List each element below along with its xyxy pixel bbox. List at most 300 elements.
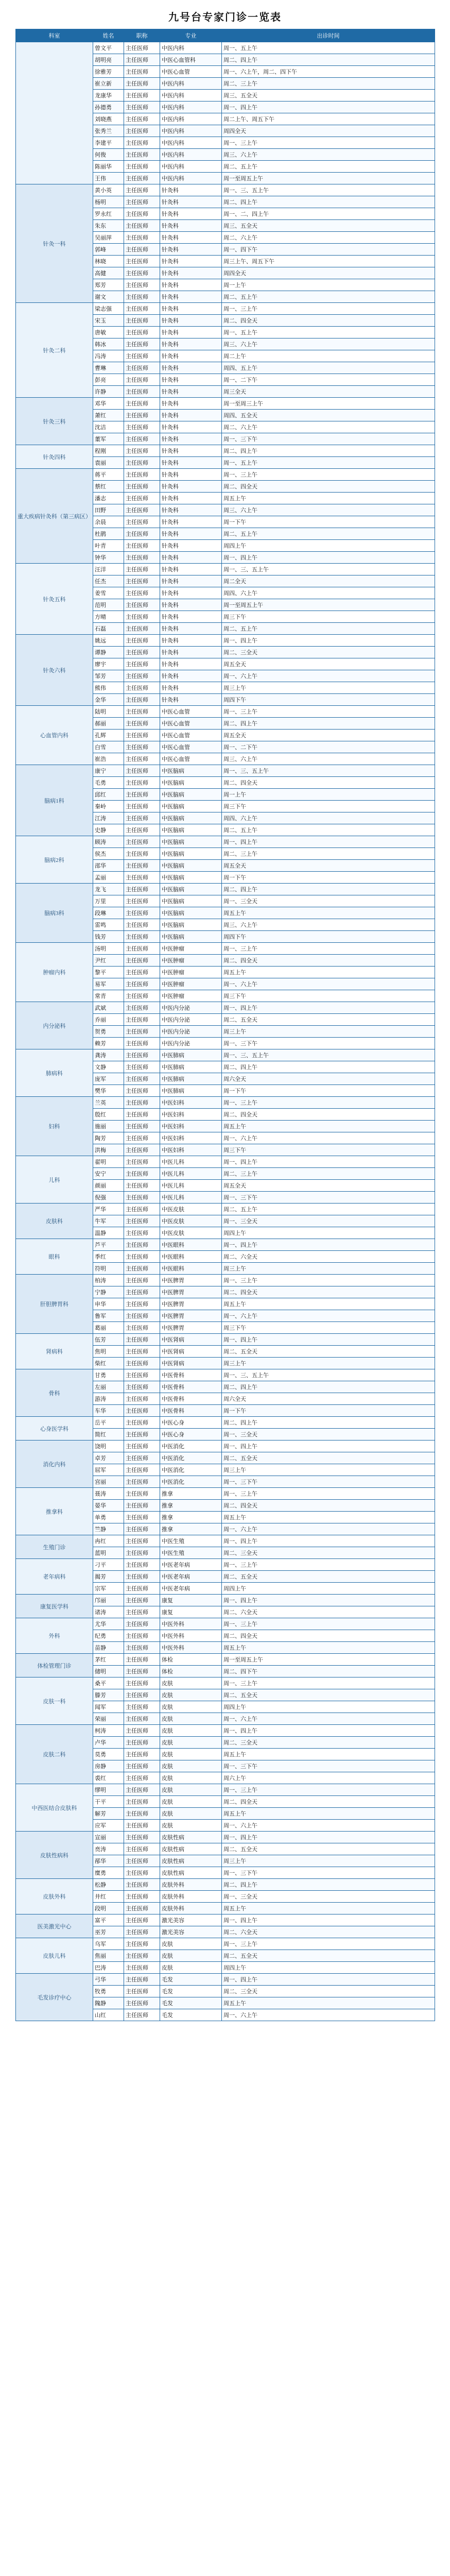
doctor-title-cell: 主任医师 <box>124 303 160 315</box>
table-row <box>16 943 435 955</box>
doctor-title-cell: 主任医师 <box>124 1334 160 1346</box>
doctor-title-cell: 主任医师 <box>124 1986 160 1997</box>
doctor-specialty-cell: 中医肿瘤 <box>160 955 222 967</box>
doctor-title-cell: 主任医师 <box>124 1156 160 1168</box>
doctor-specialty-cell: 皮肤性病 <box>160 1867 222 1879</box>
doctor-specialty-cell: 皮肤 <box>160 1713 222 1725</box>
doctor-title-cell: 主任医师 <box>124 1583 160 1595</box>
doctor-title-cell: 主任医师 <box>124 1595 160 1606</box>
doctor-title-cell: 主任医师 <box>124 220 160 232</box>
doctor-specialty-cell: 中医内分泌 <box>160 1014 222 1026</box>
clinic-hours-cell: 周二、三上午 <box>222 1168 435 1180</box>
doctor-name-cell: 许静 <box>93 386 124 398</box>
doctor-specialty-cell: 针灸科 <box>160 315 222 327</box>
doctor-name-cell: 宫丽 <box>93 1476 124 1488</box>
doctor-name-cell: 甘勇 <box>93 1369 124 1381</box>
doctor-name-cell: 松静 <box>93 1879 124 1891</box>
doctor-specialty-cell: 中医肺病 <box>160 1085 222 1097</box>
clinic-hours-cell: 周三全天 <box>222 386 435 398</box>
doctor-specialty-cell: 中医妇科 <box>160 1144 222 1156</box>
doctor-title-cell: 主任医师 <box>124 291 160 303</box>
doctor-title-cell: 主任医师 <box>124 1476 160 1488</box>
doctor-specialty-cell: 中医妇科 <box>160 1121 222 1132</box>
doctor-name-cell: 潘志 <box>93 493 124 504</box>
doctor-title-cell: 主任医师 <box>124 1239 160 1251</box>
clinic-hours-cell: 周三下午 <box>222 801 435 812</box>
doctor-title-cell: 主任医师 <box>124 741 160 753</box>
clinic-hours-cell: 周一、三上午 <box>222 1784 435 1796</box>
doctor-specialty-cell: 皮肤性病 <box>160 1843 222 1855</box>
clinic-hours-cell: 周一、二、四上午 <box>222 208 435 220</box>
doctor-name-cell: 朱东 <box>93 220 124 232</box>
doctor-name-cell: 蔡红 <box>93 481 124 493</box>
doctor-title-cell: 主任医师 <box>124 718 160 730</box>
doctor-title-cell: 主任医师 <box>124 1974 160 1986</box>
clinic-hours-cell: 周二上午 <box>222 350 435 362</box>
clinic-hours-cell: 周一、六上午 <box>222 1820 435 1832</box>
doctor-specialty-cell: 针灸科 <box>160 208 222 220</box>
doctor-name-cell: 季红 <box>93 1251 124 1263</box>
doctor-specialty-cell: 中医消化 <box>160 1464 222 1476</box>
doctor-name-cell: 余晨 <box>93 516 124 528</box>
clinic-hours-cell: 周一、三上午 <box>222 1275 435 1286</box>
doctor-specialty-cell: 中医妇科 <box>160 1132 222 1144</box>
clinic-hours-cell: 周五上午 <box>222 1642 435 1654</box>
doctor-title-cell: 主任医师 <box>124 386 160 398</box>
doctor-specialty-cell: 中医肺病 <box>160 1073 222 1085</box>
department-cell: 体检管理门诊 <box>16 1654 93 1677</box>
doctor-specialty-cell: 中医内科 <box>160 125 222 137</box>
table-header <box>16 29 435 42</box>
doctor-title-cell: 主任医师 <box>124 1144 160 1156</box>
doctor-title-cell: 主任医师 <box>124 1204 160 1215</box>
doctor-specialty-cell: 针灸科 <box>160 291 222 303</box>
clinic-hours-cell: 周三下午 <box>222 611 435 623</box>
table-row <box>16 1239 435 1251</box>
doctor-title-cell: 主任医师 <box>124 338 160 350</box>
doctor-specialty-cell: 中医心血管 <box>160 753 222 765</box>
doctor-name-cell: 陶芳 <box>93 1132 124 1144</box>
clinic-hours-cell: 周一至周五上午 <box>222 173 435 184</box>
table-row <box>16 398 435 410</box>
clinic-hours-cell: 周四下午 <box>222 694 435 706</box>
table-row <box>16 1974 435 1986</box>
clinic-hours-cell: 周二、四全天 <box>222 777 435 789</box>
table-row <box>16 1832 435 1843</box>
doctor-title-cell: 主任医师 <box>124 647 160 658</box>
doctor-name-cell: 施丽 <box>93 1121 124 1132</box>
clinic-hours-cell: 周二、五全天 <box>222 1689 435 1701</box>
doctor-title-cell: 主任医师 <box>124 1286 160 1298</box>
doctor-specialty-cell: 中医皮肤 <box>160 1204 222 1215</box>
clinic-hours-cell: 周一、三、五上午 <box>222 1369 435 1381</box>
doctor-specialty-cell: 毛发 <box>160 1997 222 2009</box>
clinic-hours-cell: 周一、三全天 <box>222 1891 435 1903</box>
doctor-name-cell: 萧红 <box>93 410 124 421</box>
doctor-title-cell: 主任医师 <box>124 1962 160 1974</box>
doctor-name-cell: 纪勇 <box>93 1630 124 1642</box>
doctor-title-cell: 主任医师 <box>124 658 160 670</box>
doctor-title-cell: 主任医师 <box>124 765 160 777</box>
doctor-name-cell: 任杰 <box>93 575 124 587</box>
doctor-specialty-cell: 毛发 <box>160 1974 222 1986</box>
clinic-hours-cell: 周一、三下午 <box>222 1760 435 1772</box>
department-cell: 心身医学科 <box>16 1417 93 1440</box>
table-row <box>16 469 435 481</box>
department-cell: 儿科 <box>16 1156 93 1204</box>
doctor-specialty-cell: 针灸科 <box>160 421 222 433</box>
doctor-title-cell: 主任医师 <box>124 1132 160 1144</box>
clinic-hours-cell: 周一下午 <box>222 1405 435 1417</box>
clinic-hours-cell: 周二、三上午 <box>222 848 435 860</box>
doctor-title-cell: 主任医师 <box>124 1014 160 1026</box>
doctor-specialty-cell: 针灸科 <box>160 469 222 481</box>
doctor-name-cell: 贲涛 <box>93 1843 124 1855</box>
doctor-name-cell: 毛勇 <box>93 777 124 789</box>
doctor-specialty-cell: 皮肤 <box>160 1760 222 1772</box>
doctor-title-cell: 主任医师 <box>124 587 160 599</box>
doctor-specialty-cell: 针灸科 <box>160 244 222 256</box>
clinic-hours-cell: 周一、四上午 <box>222 1725 435 1737</box>
doctor-title-cell: 主任医师 <box>124 1654 160 1666</box>
doctor-title-cell: 主任医师 <box>124 1488 160 1500</box>
doctor-specialty-cell: 针灸科 <box>160 694 222 706</box>
doctor-title-cell: 主任医师 <box>124 1855 160 1867</box>
clinic-hours-cell: 周一、四上午 <box>222 635 435 647</box>
doctor-title-cell: 主任医师 <box>124 990 160 1002</box>
clinic-hours-cell: 周一、三、五上午 <box>222 184 435 196</box>
doctor-name-cell: 翟明 <box>93 1156 124 1168</box>
doctor-title-cell: 主任医师 <box>124 611 160 623</box>
clinic-hours-cell: 周二、四全天 <box>222 1109 435 1121</box>
doctor-name-cell: 宣丽 <box>93 1832 124 1843</box>
doctor-title-cell: 主任医师 <box>124 943 160 955</box>
clinic-hours-cell: 周一、三下午 <box>222 1476 435 1488</box>
doctor-name-cell: 蓝明 <box>93 1547 124 1559</box>
doctor-specialty-cell: 针灸科 <box>160 386 222 398</box>
doctor-name-cell: 钟华 <box>93 552 124 564</box>
doctor-name-cell: 冯涛 <box>93 350 124 362</box>
clinic-hours-cell: 周一、三下午 <box>222 1038 435 1049</box>
clinic-hours-cell: 周三、五全天 <box>222 220 435 232</box>
doctor-specialty-cell: 中医脾胃 <box>160 1298 222 1310</box>
clinic-hours-cell: 周一、二下午 <box>222 741 435 753</box>
doctor-title-cell: 主任医师 <box>124 149 160 161</box>
doctor-specialty-cell: 中医内科 <box>160 161 222 173</box>
doctor-name-cell: 邝丽 <box>93 1595 124 1606</box>
department-cell: 外科 <box>16 1618 93 1654</box>
doctor-specialty-cell: 中医消化 <box>160 1440 222 1452</box>
clinic-hours-cell: 周四全天 <box>222 267 435 279</box>
doctor-name-cell: 山红 <box>93 2009 124 2021</box>
doctor-title-cell: 主任医师 <box>124 931 160 943</box>
department-cell: 毛发诊疗中心 <box>16 1974 93 2021</box>
doctor-specialty-cell: 皮肤 <box>160 1784 222 1796</box>
doctor-title-cell: 主任医师 <box>124 398 160 410</box>
doctor-title-cell: 主任医师 <box>124 90 160 101</box>
doctor-name-cell: 郭峰 <box>93 244 124 256</box>
table-row <box>16 1417 435 1429</box>
doctor-title-cell: 主任医师 <box>124 1914 160 1926</box>
doctor-name-cell: 柯涛 <box>93 1725 124 1737</box>
doctor-name-cell: 谭静 <box>93 647 124 658</box>
doctor-title-cell: 主任医师 <box>124 1002 160 1014</box>
doctor-specialty-cell: 中医心身 <box>160 1417 222 1429</box>
clinic-hours-cell: 周二、五上午 <box>222 161 435 173</box>
clinic-hours-cell: 周五全天 <box>222 1180 435 1192</box>
doctor-specialty-cell: 中医肾病 <box>160 1334 222 1346</box>
doctor-name-cell: 温静 <box>93 1227 124 1239</box>
doctor-specialty-cell: 中医生殖 <box>160 1547 222 1559</box>
doctor-specialty-cell: 皮肤 <box>160 1796 222 1808</box>
doctor-specialty-cell: 针灸科 <box>160 362 222 374</box>
doctor-title-cell: 主任医师 <box>124 753 160 765</box>
doctor-title-cell: 主任医师 <box>124 872 160 884</box>
doctor-title-cell: 主任医师 <box>124 812 160 824</box>
department-cell: 脑病1科 <box>16 765 93 836</box>
doctor-name-cell: 芦平 <box>93 1239 124 1251</box>
clinic-hours-cell: 周二、三全天 <box>222 647 435 658</box>
clinic-hours-cell: 周二、五全天 <box>222 1346 435 1358</box>
doctor-specialty-cell: 中医肿瘤 <box>160 990 222 1002</box>
doctor-specialty-cell: 中医脑病 <box>160 824 222 836</box>
doctor-name-cell: 方晴 <box>93 611 124 623</box>
doctor-specialty-cell: 中医肿瘤 <box>160 978 222 990</box>
clinic-hours-cell: 周四下午 <box>222 931 435 943</box>
doctor-title-cell: 主任医师 <box>124 1903 160 1914</box>
clinic-hours-cell: 周二、三全天 <box>222 1986 435 1997</box>
doctor-name-cell: 顾涛 <box>93 836 124 848</box>
doctor-title-cell: 主任医师 <box>124 1737 160 1749</box>
doctor-specialty-cell: 体检 <box>160 1654 222 1666</box>
doctor-specialty-cell: 中医内科 <box>160 149 222 161</box>
doctor-specialty-cell: 中医脑病 <box>160 801 222 812</box>
doctor-name-cell: 隗静 <box>93 1997 124 2009</box>
doctor-name-cell: 蒋平 <box>93 469 124 481</box>
table-row <box>16 184 435 196</box>
doctor-specialty-cell: 针灸科 <box>160 587 222 599</box>
doctor-specialty-cell: 中医消化 <box>160 1476 222 1488</box>
doctor-title-cell: 主任医师 <box>124 2009 160 2021</box>
doctor-title-cell: 主任医师 <box>124 1393 160 1405</box>
doctor-title-cell: 主任医师 <box>124 1109 160 1121</box>
clinic-hours-cell: 周一、六上午，周二、四下午 <box>222 66 435 78</box>
doctor-name-cell: 储明 <box>93 1666 124 1677</box>
doctor-specialty-cell: 皮肤 <box>160 1749 222 1760</box>
doctor-name-cell: 王伟 <box>93 173 124 184</box>
header-name: 姓名 <box>93 29 124 42</box>
clinic-hours-cell: 周二、五全天 <box>222 1843 435 1855</box>
doctor-name-cell: 郑芳 <box>93 279 124 291</box>
doctor-name-cell: 游涛 <box>93 1393 124 1405</box>
doctor-name-cell: 干平 <box>93 1796 124 1808</box>
doctor-name-cell: 董军 <box>93 433 124 445</box>
doctor-name-cell: 孙德勇 <box>93 101 124 113</box>
doctor-title-cell: 主任医师 <box>124 42 160 54</box>
doctor-name-cell: 庞军 <box>93 1073 124 1085</box>
doctor-name-cell: 曾文平 <box>93 42 124 54</box>
doctor-title-cell: 主任医师 <box>124 267 160 279</box>
doctor-name-cell: 杨明 <box>93 196 124 208</box>
clinic-hours-cell: 周一、三、五上午 <box>222 564 435 575</box>
doctor-specialty-cell: 中医皮肤 <box>160 1227 222 1239</box>
doctor-name-cell: 雷鸣 <box>93 919 124 931</box>
doctor-name-cell: 文静 <box>93 1061 124 1073</box>
department-cell: 内分泌科 <box>16 1002 93 1049</box>
doctor-title-cell: 主任医师 <box>124 824 160 836</box>
doctor-specialty-cell: 中医儿科 <box>160 1156 222 1168</box>
doctor-specialty-cell: 中医心血管科 <box>160 54 222 66</box>
doctor-title-cell: 主任医师 <box>124 1073 160 1085</box>
doctor-name-cell: 黄小英 <box>93 184 124 196</box>
table-row <box>16 765 435 777</box>
clinic-hours-cell: 周一、六上午 <box>222 978 435 990</box>
doctor-name-cell: 符明 <box>93 1263 124 1275</box>
doctor-specialty-cell: 中医脑病 <box>160 884 222 895</box>
clinic-hours-cell: 周一、四上午 <box>222 1974 435 1986</box>
department-cell: 肾病科 <box>16 1334 93 1369</box>
department-cell: 眼科 <box>16 1239 93 1275</box>
doctor-title-cell: 主任医师 <box>124 801 160 812</box>
doctor-title-cell: 主任医师 <box>124 860 160 872</box>
doctor-name-cell: 卓芳 <box>93 1452 124 1464</box>
clinic-hours-cell: 周一下午 <box>222 1085 435 1097</box>
doctor-specialty-cell: 中医儿科 <box>160 1180 222 1192</box>
doctor-name-cell: 申华 <box>93 1298 124 1310</box>
doctor-title-cell: 主任医师 <box>124 1038 160 1049</box>
clinic-hours-cell: 周一至周三上午 <box>222 398 435 410</box>
clinic-hours-cell: 周一、六上午 <box>222 1713 435 1725</box>
clinic-hours-cell: 周一、四上午 <box>222 836 435 848</box>
clinic-hours-cell: 周四、六上午 <box>222 587 435 599</box>
doctor-title-cell: 主任医师 <box>124 1867 160 1879</box>
doctor-specialty-cell: 针灸科 <box>160 232 222 244</box>
doctor-title-cell: 主任医师 <box>124 1689 160 1701</box>
clinic-hours-cell: 周一上午 <box>222 279 435 291</box>
department-cell: 针灸五科 <box>16 564 93 635</box>
doctor-name-cell: 宗军 <box>93 1583 124 1595</box>
clinic-hours-cell: 周二、六全天 <box>222 1251 435 1263</box>
doctor-specialty-cell: 中医老年病 <box>160 1583 222 1595</box>
doctor-name-cell: 牧勇 <box>93 1986 124 1997</box>
doctor-specialty-cell: 中医眼科 <box>160 1251 222 1263</box>
doctor-title-cell: 主任医师 <box>124 978 160 990</box>
doctor-name-cell: 倪强 <box>93 1192 124 1204</box>
doctor-specialty-cell: 针灸科 <box>160 552 222 564</box>
clinic-hours-cell: 周二、四全天 <box>222 1796 435 1808</box>
clinic-hours-cell: 周一、六上午 <box>222 1523 435 1535</box>
doctor-specialty-cell: 中医脑病 <box>160 860 222 872</box>
doctor-title-cell: 主任医师 <box>124 78 160 90</box>
clinic-hours-cell: 周二、五全天 <box>222 1571 435 1583</box>
doctor-specialty-cell: 皮肤外科 <box>160 1891 222 1903</box>
doctor-title-cell: 主任医师 <box>124 481 160 493</box>
doctor-specialty-cell: 康复 <box>160 1606 222 1618</box>
clinic-hours-cell: 周三下午 <box>222 1144 435 1156</box>
doctor-specialty-cell: 针灸科 <box>160 504 222 516</box>
clinic-hours-cell: 周三下午 <box>222 1322 435 1334</box>
doctor-specialty-cell: 推拿 <box>160 1523 222 1535</box>
doctor-specialty-cell: 针灸科 <box>160 457 222 469</box>
doctor-name-cell: 滕芳 <box>93 1689 124 1701</box>
clinic-hours-cell: 周一、三上午 <box>222 1618 435 1630</box>
department-cell: 心血管内科 <box>16 706 93 765</box>
doctor-title-cell: 主任医师 <box>124 1168 160 1180</box>
doctor-specialty-cell: 中医心血管 <box>160 718 222 730</box>
doctor-name-cell: 钱芳 <box>93 931 124 943</box>
doctor-name-cell: 林晓 <box>93 256 124 267</box>
doctor-name-cell: 卢华 <box>93 1737 124 1749</box>
doctor-specialty-cell: 针灸科 <box>160 184 222 196</box>
doctor-title-cell: 主任医师 <box>124 1500 160 1512</box>
doctor-specialty-cell: 皮肤 <box>160 1725 222 1737</box>
clinic-hours-cell: 周二、五全天 <box>222 1950 435 1962</box>
clinic-hours-cell: 周一、三、五上午 <box>222 765 435 777</box>
table-row <box>16 1677 435 1689</box>
clinic-hours-cell: 周四全天 <box>222 125 435 137</box>
doctor-title-cell: 主任医师 <box>124 552 160 564</box>
doctor-name-cell: 巴涛 <box>93 1962 124 1974</box>
doctor-specialty-cell: 针灸科 <box>160 635 222 647</box>
doctor-specialty-cell: 针灸科 <box>160 267 222 279</box>
doctor-title-cell: 主任医师 <box>124 362 160 374</box>
clinic-hours-cell: 周一、四上午 <box>222 1002 435 1014</box>
doctor-title-cell: 主任医师 <box>124 327 160 338</box>
doctor-title-cell: 主任医师 <box>124 1061 160 1073</box>
doctor-specialty-cell: 针灸科 <box>160 327 222 338</box>
doctor-specialty-cell: 中医内分泌 <box>160 1038 222 1049</box>
doctor-title-cell: 主任医师 <box>124 907 160 919</box>
doctor-specialty-cell: 针灸科 <box>160 564 222 575</box>
clinic-hours-cell: 周一、三、五上午 <box>222 1049 435 1061</box>
doctor-name-cell: 桑平 <box>93 1677 124 1689</box>
doctor-title-cell: 主任医师 <box>124 1358 160 1369</box>
doctor-name-cell: 宁静 <box>93 1286 124 1298</box>
doctor-name-cell: 张秀兰 <box>93 125 124 137</box>
doctor-specialty-cell: 中医眼科 <box>160 1263 222 1275</box>
clinic-hours-cell: 周二、四上午 <box>222 1417 435 1429</box>
doctor-name-cell: 伍芳 <box>93 1334 124 1346</box>
clinic-hours-cell: 周二、四全天 <box>222 481 435 493</box>
doctor-name-cell: 解芳 <box>93 1808 124 1820</box>
doctor-specialty-cell: 中医骨科 <box>160 1369 222 1381</box>
department-cell: 皮肤性病科 <box>16 1832 93 1879</box>
doctor-name-cell: 颜丽 <box>93 1180 124 1192</box>
doctor-name-cell: 诸涛 <box>93 1606 124 1618</box>
clinic-hours-cell: 周一、四上午 <box>222 1535 435 1547</box>
clinic-hours-cell: 周三上午 <box>222 1855 435 1867</box>
clinic-hours-cell: 周一上午 <box>222 789 435 801</box>
doctor-title-cell: 主任医师 <box>124 1832 160 1843</box>
clinic-hours-cell: 周一、四上午 <box>222 1239 435 1251</box>
department-cell: 骨科 <box>16 1369 93 1417</box>
doctor-name-cell: 程刚 <box>93 445 124 457</box>
table-row <box>16 1204 435 1215</box>
department-cell <box>16 42 93 184</box>
doctor-title-cell: 主任医师 <box>124 1725 160 1737</box>
department-cell: 皮肤科 <box>16 1204 93 1239</box>
clinic-hours-cell: 周五上午 <box>222 907 435 919</box>
doctor-name-cell: 邵华 <box>93 860 124 872</box>
department-cell: 皮肤外科 <box>16 1879 93 1914</box>
doctor-title-cell: 主任医师 <box>124 623 160 635</box>
doctor-specialty-cell: 针灸科 <box>160 220 222 232</box>
doctor-specialty-cell: 中医心血管 <box>160 730 222 741</box>
department-cell: 皮肤儿科 <box>16 1938 93 1974</box>
clinic-hours-cell: 周四、五全天 <box>222 410 435 421</box>
doctor-title-cell: 主任医师 <box>124 184 160 196</box>
doctor-specialty-cell: 中医内科 <box>160 137 222 149</box>
